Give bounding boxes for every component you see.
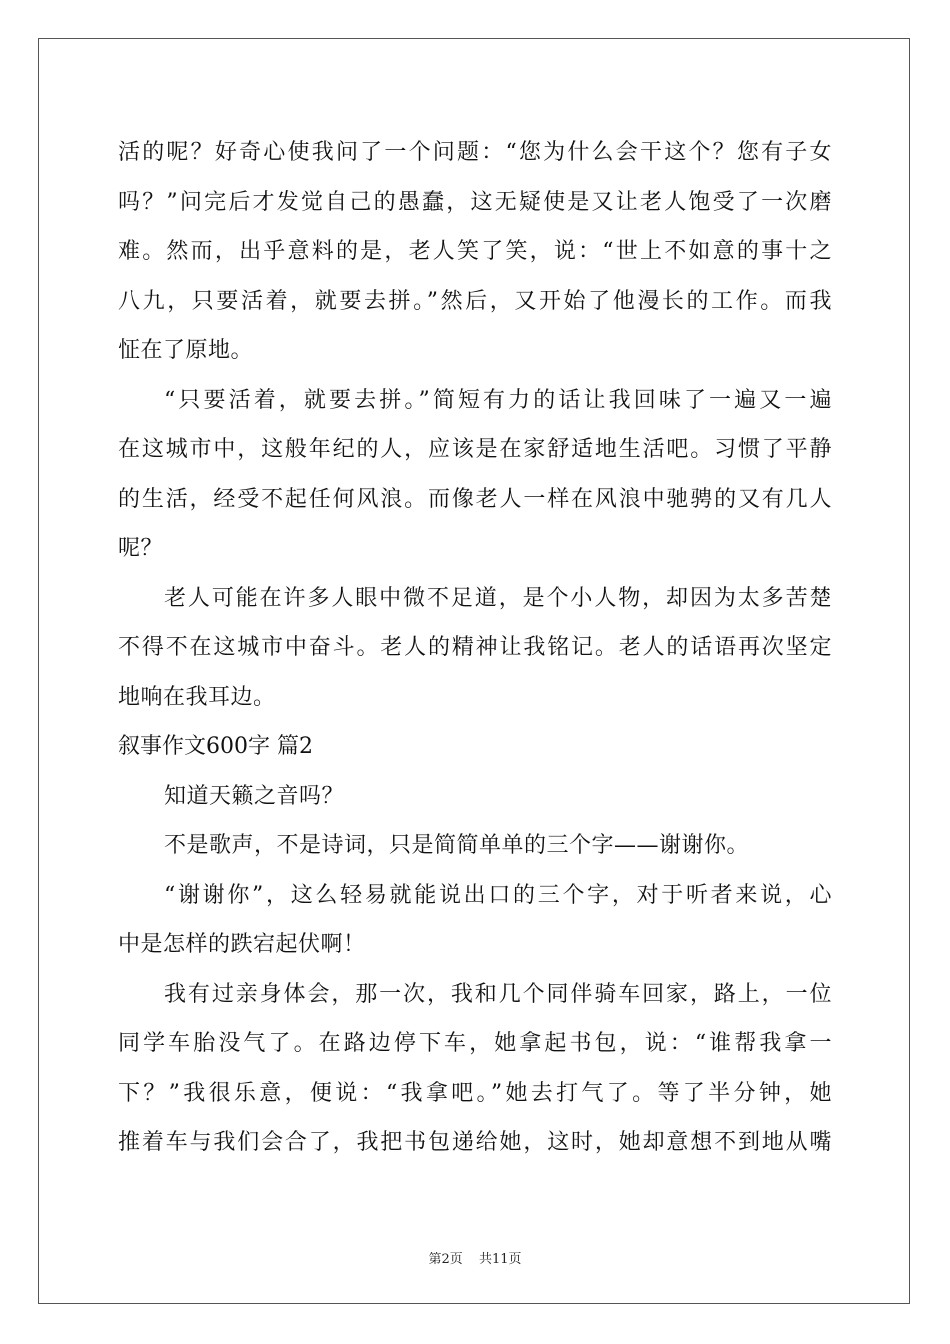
text-line: 推着车与我们会合了，我把书包递给她，这时，她却意想不到地从嘴 [118,1130,832,1155]
text-line: 老人可能在许多人眼中微不足道，是个小人物，却因为太多苦楚 [164,585,832,611]
text-line: 呢？ [118,536,164,561]
text-line: 同学车胎没气了。在路边停下车，她拿起书包，说：“谁帮我拿一 [118,1031,832,1056]
text-line: 中是怎样的跌宕起伏啊！ [118,932,366,957]
page-footer [0,1248,950,1267]
text-line: “谢谢你”，这么轻易就能说出口的三个字，对于听者来说，心 [164,882,832,908]
text-line: 不得不在这城市中奋斗。老人的精神让我铭记。老人的话语再次坚定 [118,635,832,660]
document-body [118,128,832,1168]
page-number: 第2页 [428,1252,463,1267]
text-line: 下？”我很乐意，便说：“我拿吧。”她去打气了。等了半分钟，她 [118,1080,832,1106]
text-line: 难。然而，出乎意料的是，老人笑了笑，说：“世上不如意的事十之 [118,239,832,264]
text-line: 怔在了原地。 [118,338,254,363]
text-line: 地响在我耳边。 [118,684,276,710]
text-line: 知道天籁之音吗？ [164,783,345,809]
text-line: 的生活，经受不起任何风浪。而像老人一样在风浪中驰骋的又有几人 [118,486,832,512]
text-line: 不是歌声，不是诗词，只是简简单单的三个字——谢谢你。 [164,833,750,858]
page-total: 共11页 [478,1252,522,1267]
text-line: 吗？”问完后才发觉自己的愚蠢，这无疑使是又让老人饱受了一次磨 [118,189,832,215]
section-heading: 叙事作文600字 篇2 [118,734,313,759]
text-line: “只要活着，就要去拼。”简短有力的话让我回味了一遍又一遍 [164,387,832,413]
text-line: 活的呢？好奇心使我问了一个问题：“您为什么会干这个？您有子女 [118,140,832,165]
text-line: 八九，只要活着，就要去拼。”然后，又开始了他漫长的工作。而我 [118,288,832,314]
text-line: 我有过亲身体会，那一次，我和几个同伴骑车回家，路上，一位 [164,981,832,1007]
text-line: 在这城市中，这般年纪的人，应该是在家舒适地生活吧。习惯了平静 [118,437,832,462]
